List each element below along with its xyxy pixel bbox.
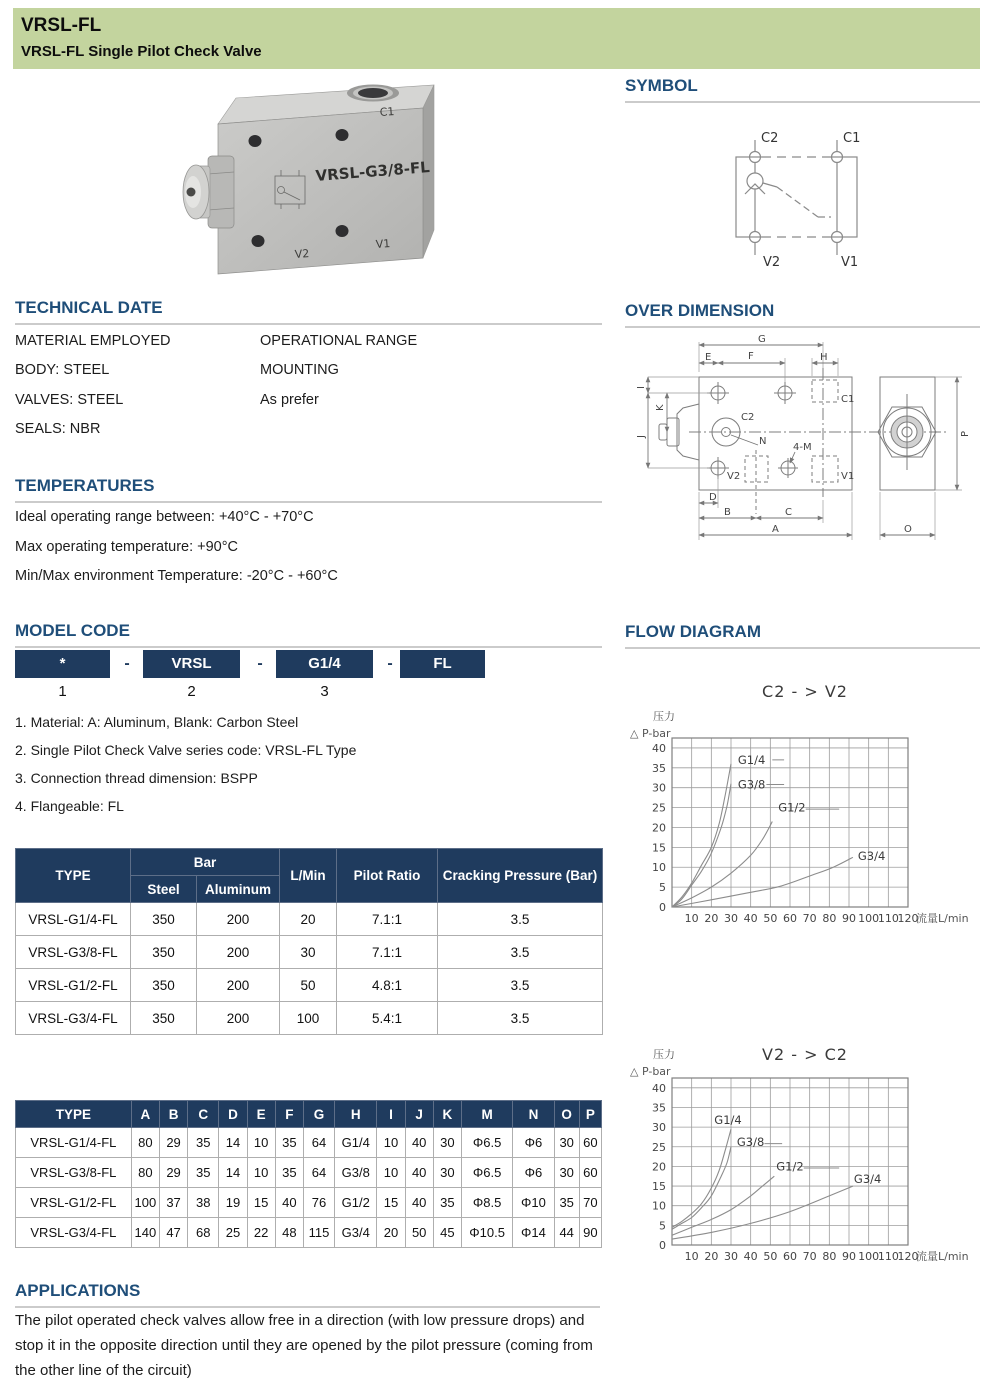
table-cell: 35: [188, 1158, 219, 1188]
spec-table: [15, 848, 603, 1035]
page-title: VRSL-FL: [21, 15, 102, 36]
table-cell: 90: [579, 1218, 601, 1248]
x-axis-label: 流量L/min: [916, 1250, 969, 1263]
series-label: G1/4: [737, 752, 766, 767]
x-tick-label: 10: [684, 912, 699, 925]
over-dimension-heading: OVER DIMENSION: [625, 301, 980, 328]
x-tick-label: 80: [822, 1250, 837, 1263]
table-cell: 60: [579, 1128, 601, 1158]
table-cell: 7.1:1: [337, 936, 438, 969]
y-tick-label: 35: [652, 761, 666, 775]
hex-nut: [208, 156, 234, 228]
symbol-label-v1: V1: [841, 255, 859, 270]
table-cell: 40: [405, 1128, 433, 1158]
y-tick-label: 0: [659, 901, 666, 914]
model-code-dash: -: [387, 655, 393, 672]
x-tick-label: 40: [743, 912, 758, 925]
table-cell: 64: [303, 1158, 334, 1188]
table-cell: Φ10: [513, 1188, 554, 1218]
table-cell: 200: [197, 1002, 280, 1035]
dim-label-f: F: [748, 351, 754, 362]
x-tick-label: 60: [783, 912, 797, 925]
table-cell: 19: [219, 1188, 247, 1218]
dim-col-header: K: [433, 1101, 461, 1128]
table-cell: 29: [159, 1158, 187, 1188]
check-ball: [747, 173, 763, 189]
technical-left-3: SEALS: NBR: [15, 421, 101, 437]
dim-col-header: A: [131, 1101, 159, 1128]
table-cell: 40: [405, 1188, 433, 1218]
spec-col-pilot-ratio: Pilot Ratio: [337, 849, 438, 903]
bolt-hole: [336, 129, 349, 141]
x-axis-label: 流量L/min: [916, 912, 969, 925]
model-code-dash: -: [124, 655, 130, 672]
table-cell: 4.8:1: [337, 969, 438, 1002]
x-tick-label: 70: [802, 1250, 817, 1263]
dim-col-header: TYPE: [16, 1101, 132, 1128]
dim-label-g: G: [758, 334, 766, 345]
spec-col-lmin: L/Min: [280, 849, 337, 903]
symbol-heading: SYMBOL: [625, 76, 980, 103]
y-tick-label: 10: [652, 1199, 666, 1213]
dim-col-header: M: [461, 1101, 512, 1128]
spec-col-aluminum: Aluminum: [197, 876, 280, 903]
table-cell: 140: [131, 1218, 159, 1248]
table-cell: 30: [433, 1158, 461, 1188]
table-cell: 30: [554, 1158, 579, 1188]
top-port-hole: [358, 88, 388, 98]
table-cell: VRSL-G3/4-FL: [16, 1218, 132, 1248]
model-code-number-1: 1: [58, 683, 67, 700]
table-cell: 15: [247, 1188, 275, 1218]
model-code-note-1: 1. Material: A: Aluminum, Blank: Carbon Steel: [15, 714, 299, 730]
dim-label-c1: C1: [841, 394, 855, 405]
table-cell: 200: [197, 969, 280, 1002]
dim-label-d: D: [709, 492, 717, 503]
table-cell: 350: [131, 1002, 197, 1035]
table-cell: 38: [188, 1188, 219, 1218]
table-cell: 14: [219, 1128, 247, 1158]
symbol-label-c1: C1: [843, 131, 861, 146]
model-code-box-1: *: [15, 650, 110, 678]
model-code-note-3: 3. Connection thread dimension: BSPP: [15, 770, 258, 786]
table-cell: Φ14: [513, 1218, 554, 1248]
flow-chart-v2-c2: [625, 1035, 994, 1283]
table-cell: 15: [377, 1188, 405, 1218]
dim-col-header: C: [188, 1101, 219, 1128]
symbol-diagram: [625, 100, 980, 295]
x-tick-label: 100: [858, 1250, 880, 1263]
table-cell: 64: [303, 1128, 334, 1158]
x-tick-label: 30: [724, 1250, 738, 1263]
v1-port: [812, 456, 838, 482]
dim-label-b: B: [724, 507, 731, 518]
dim-label-i: I: [636, 386, 647, 389]
series-curve-G1-4: [672, 1129, 731, 1227]
dim-label-n: N: [759, 436, 767, 447]
y-tick-label: 5: [659, 881, 666, 895]
technical-right-0: OPERATIONAL RANGE: [260, 333, 418, 349]
table-cell: 44: [554, 1218, 579, 1248]
series-label: G1/4: [714, 1113, 742, 1128]
y-tick-label: 20: [652, 1160, 666, 1174]
table-cell: 40: [405, 1158, 433, 1188]
model-code-number-3: 3: [320, 683, 329, 700]
bolt-hole: [249, 135, 262, 147]
table-cell: 3.5: [438, 936, 603, 969]
bolt-hole: [252, 235, 265, 247]
dim-label-v1: V1: [841, 471, 855, 482]
series-curve-G1-4: [672, 764, 731, 907]
table-cell: 20: [377, 1218, 405, 1248]
dim-col-header: D: [219, 1101, 247, 1128]
series-curve-G3-8: [672, 784, 731, 907]
table-row: [16, 969, 603, 1002]
table-row: [16, 1128, 602, 1158]
dim-col-header: J: [405, 1101, 433, 1128]
y-tick-label: 30: [652, 781, 666, 795]
x-tick-label: 90: [842, 1250, 856, 1263]
table-row: [16, 936, 603, 969]
technical-right-1: MOUNTING: [260, 362, 339, 378]
photo-label-v1: V1: [375, 237, 391, 251]
table-cell: 14: [219, 1158, 247, 1188]
table-cell: 10: [247, 1128, 275, 1158]
x-tick-label: 20: [704, 1250, 719, 1263]
table-cell: 3.5: [438, 1002, 603, 1035]
dim-col-header: I: [377, 1101, 405, 1128]
table-cell: 22: [247, 1218, 275, 1248]
table-cell: 7.1:1: [337, 903, 438, 936]
page-subtitle: VRSL-FL Single Pilot Check Valve: [21, 43, 262, 60]
table-cell: 10: [377, 1158, 405, 1188]
y-tick-label: 30: [652, 1121, 666, 1135]
table-cell: 50: [405, 1218, 433, 1248]
table-cell: 35: [554, 1188, 579, 1218]
series-curve-G3-4: [672, 857, 853, 907]
table-cell: VRSL-G3/8-FL: [16, 936, 131, 969]
y-tick-label: 25: [652, 1140, 666, 1154]
spec-col-steel: Steel: [131, 876, 197, 903]
spec-table-body: [16, 903, 603, 1035]
applications-text: The pilot operated check valves allow free in a direction (with low pressure drops) and stop it in the opposite direction until they are opened by the pilot pressure (coming from the other line of the circuit): [15, 1312, 593, 1379]
pilot-line: [777, 187, 818, 217]
table-cell: 70: [579, 1188, 601, 1218]
bolt-hole: [336, 225, 349, 237]
table-cell: VRSL-G1/2-FL: [16, 1188, 132, 1218]
x-tick-label: 70: [802, 912, 817, 925]
table-cell: 350: [131, 969, 197, 1002]
applications-heading: APPLICATIONS: [15, 1281, 600, 1308]
table-cell: G3/4: [335, 1218, 377, 1248]
temperature-line-1: Max operating temperature: +90°C: [15, 539, 239, 555]
model-code-box-3: G1/4: [276, 650, 373, 678]
table-cell: 30: [554, 1128, 579, 1158]
series-label: G1/2: [778, 800, 806, 815]
series-curve-G1-2: [672, 822, 772, 908]
photo-label-v2: V2: [294, 247, 310, 261]
spec-col-bar: Bar: [131, 849, 280, 876]
c1-port: [812, 380, 838, 402]
technical-heading: TECHNICAL DATE: [15, 298, 602, 325]
dim-col-header: B: [159, 1101, 187, 1128]
table-cell: 200: [197, 936, 280, 969]
x-tick-label: 80: [822, 912, 837, 925]
y-tick-label: 0: [659, 1239, 666, 1252]
dimension-table: [15, 1100, 602, 1248]
dim-label-c2: C2: [741, 412, 755, 423]
table-cell: 76: [303, 1188, 334, 1218]
table-cell: 47: [159, 1218, 187, 1248]
table-cell: G1/4: [335, 1128, 377, 1158]
dim-col-header: E: [247, 1101, 275, 1128]
x-tick-label: 50: [763, 1250, 778, 1263]
model-code-number-2: 2: [187, 683, 196, 700]
table-cell: VRSL-G3/4-FL: [16, 1002, 131, 1035]
series-curve-G3-4: [672, 1186, 853, 1239]
table-cell: Φ10.5: [461, 1218, 512, 1248]
dim-label-e: E: [705, 352, 712, 363]
dim-label-4m: 4-M: [793, 442, 812, 453]
y-tick-label: 40: [652, 1081, 666, 1095]
table-cell: 350: [131, 936, 197, 969]
valve-front-face: [218, 108, 423, 274]
photo-label-c1: C1: [379, 104, 395, 119]
series-label: G3/8: [736, 1135, 765, 1150]
x-tick-label: 10: [684, 1250, 699, 1263]
x-tick-label: 100: [858, 912, 880, 925]
table-cell: VRSL-G1/2-FL: [16, 969, 131, 1002]
dim-col-header: F: [275, 1101, 303, 1128]
table-cell: VRSL-G3/8-FL: [16, 1158, 132, 1188]
table-cell: 60: [579, 1158, 601, 1188]
table-row: [16, 903, 603, 936]
technical-left-0: MATERIAL EMPLOYED: [15, 333, 171, 349]
y-axis-label-cn: 压力: [653, 710, 675, 723]
y-tick-label: 25: [652, 801, 666, 815]
x-tick-label: 60: [783, 1250, 797, 1263]
model-code-box-4: FL: [400, 650, 485, 678]
x-tick-label: 30: [724, 912, 738, 925]
table-row: [16, 1002, 603, 1035]
x-tick-label: 40: [743, 1250, 758, 1263]
plug-center: [187, 188, 196, 197]
y-axis-label-cn: 压力: [653, 1048, 675, 1061]
series-label: G3/4: [853, 1171, 882, 1186]
dim-col-header: H: [335, 1101, 377, 1128]
table-cell: Φ6: [513, 1158, 554, 1188]
header-band: [13, 8, 980, 69]
table-cell: 29: [159, 1128, 187, 1158]
table-row: [16, 1158, 602, 1188]
table-cell: 10: [247, 1158, 275, 1188]
table-cell: Φ6: [513, 1128, 554, 1158]
dim-label-a: A: [772, 524, 779, 535]
technical-left-1: BODY: STEEL: [15, 362, 110, 378]
table-cell: 200: [197, 903, 280, 936]
x-tick-label: 110: [877, 1250, 899, 1263]
x-tick-label: 90: [842, 912, 856, 925]
model-code-dash: -: [257, 655, 263, 672]
dimension-drawing: [625, 332, 980, 557]
x-tick-label: 20: [704, 912, 719, 925]
dim-col-header: O: [554, 1101, 579, 1128]
table-cell: 10: [377, 1128, 405, 1158]
symbol-label-v2: V2: [763, 255, 781, 270]
y-tick-label: 10: [652, 861, 666, 875]
series-label: G3/8: [737, 777, 766, 792]
chart-title: C2 - > V2: [762, 682, 848, 701]
table-row: [16, 1188, 602, 1218]
product-photo: [180, 78, 500, 293]
symbol-label-c2: C2: [761, 131, 779, 146]
table-cell: 115: [303, 1218, 334, 1248]
y-axis-label: △ P-bar: [630, 727, 671, 740]
dimension-table-header-row: [16, 1101, 602, 1128]
table-cell: 30: [433, 1128, 461, 1158]
table-cell: 80: [131, 1158, 159, 1188]
table-cell: 30: [280, 936, 337, 969]
table-cell: 37: [159, 1188, 187, 1218]
photo-model-text: VRSL-G3/8-FL: [314, 158, 431, 185]
table-cell: 50: [280, 969, 337, 1002]
x-tick-label: 110: [877, 912, 899, 925]
table-cell: 80: [131, 1128, 159, 1158]
table-cell: 35: [275, 1128, 303, 1158]
technical-left-2: VALVES: STEEL: [15, 392, 124, 408]
table-cell: 35: [188, 1128, 219, 1158]
table-cell: 48: [275, 1218, 303, 1248]
table-row: [16, 1218, 602, 1248]
model-code-heading: MODEL CODE: [15, 621, 602, 648]
table-cell: VRSL-G1/4-FL: [16, 903, 131, 936]
table-cell: 40: [275, 1188, 303, 1218]
table-cell: 20: [280, 903, 337, 936]
x-tick-label: 120: [897, 912, 919, 925]
dim-col-header: G: [303, 1101, 334, 1128]
dim-table-body: [16, 1128, 602, 1248]
spec-col-type: TYPE: [16, 849, 131, 903]
dim-label-k: K: [655, 404, 666, 411]
y-tick-label: 40: [652, 741, 666, 755]
spec-col-cracking: Cracking Pressure (Bar): [438, 849, 603, 903]
model-code-note-2: 2. Single Pilot Check Valve series code: VRSL-FL Type: [15, 742, 357, 758]
table-cell: 350: [131, 903, 197, 936]
series-label: G1/2: [776, 1159, 804, 1174]
table-cell: G3/8: [335, 1158, 377, 1188]
dim-label-c: C: [785, 507, 792, 518]
table-cell: 68: [188, 1218, 219, 1248]
table-cell: 35: [275, 1158, 303, 1188]
table-cell: 3.5: [438, 969, 603, 1002]
y-axis-label: △ P-bar: [630, 1065, 671, 1078]
dim-label-v2: V2: [727, 471, 741, 482]
table-cell: G1/2: [335, 1188, 377, 1218]
table-cell: 100: [131, 1188, 159, 1218]
model-code-box-2: VRSL: [143, 650, 240, 678]
y-tick-label: 15: [652, 841, 666, 855]
table-cell: 35: [433, 1188, 461, 1218]
temperatures-heading: TEMPERATURES: [15, 476, 602, 503]
model-code-note-4: 4. Flangeable: FL: [15, 798, 124, 814]
x-tick-label: 50: [763, 912, 778, 925]
technical-right-2: As prefer: [260, 392, 319, 408]
flow-diagram-heading: FLOW DIAGRAM: [625, 622, 980, 649]
dim-col-header: P: [579, 1101, 601, 1128]
y-tick-label: 15: [652, 1180, 666, 1194]
table-cell: 45: [433, 1218, 461, 1248]
table-cell: Φ6.5: [461, 1158, 512, 1188]
table-cell: 25: [219, 1218, 247, 1248]
x-tick-label: 120: [897, 1250, 919, 1263]
y-tick-label: 35: [652, 1101, 666, 1115]
dim-label-j: J: [636, 435, 647, 438]
table-cell: Φ8.5: [461, 1188, 512, 1218]
flow-chart-c2-v2: [625, 655, 994, 940]
dim-col-header: N: [513, 1101, 554, 1128]
chart-title: V2 - > C2: [762, 1045, 848, 1064]
table-cell: 5.4:1: [337, 1002, 438, 1035]
table-cell: Φ6.5: [461, 1128, 512, 1158]
temperature-line-0: Ideal operating range between: +40°C - +70°C: [15, 509, 314, 525]
table-cell: VRSL-G1/4-FL: [16, 1128, 132, 1158]
y-tick-label: 5: [659, 1219, 666, 1233]
temperature-line-2: Min/Max environment Temperature: -20°C - +60°C: [15, 568, 338, 584]
table-cell: 100: [280, 1002, 337, 1035]
dim-label-h: H: [820, 352, 828, 363]
dim-label-o: O: [904, 524, 912, 535]
y-tick-label: 20: [652, 821, 666, 835]
dim-label-p: P: [960, 430, 971, 437]
series-label: G3/4: [857, 849, 886, 864]
table-cell: 3.5: [438, 903, 603, 936]
